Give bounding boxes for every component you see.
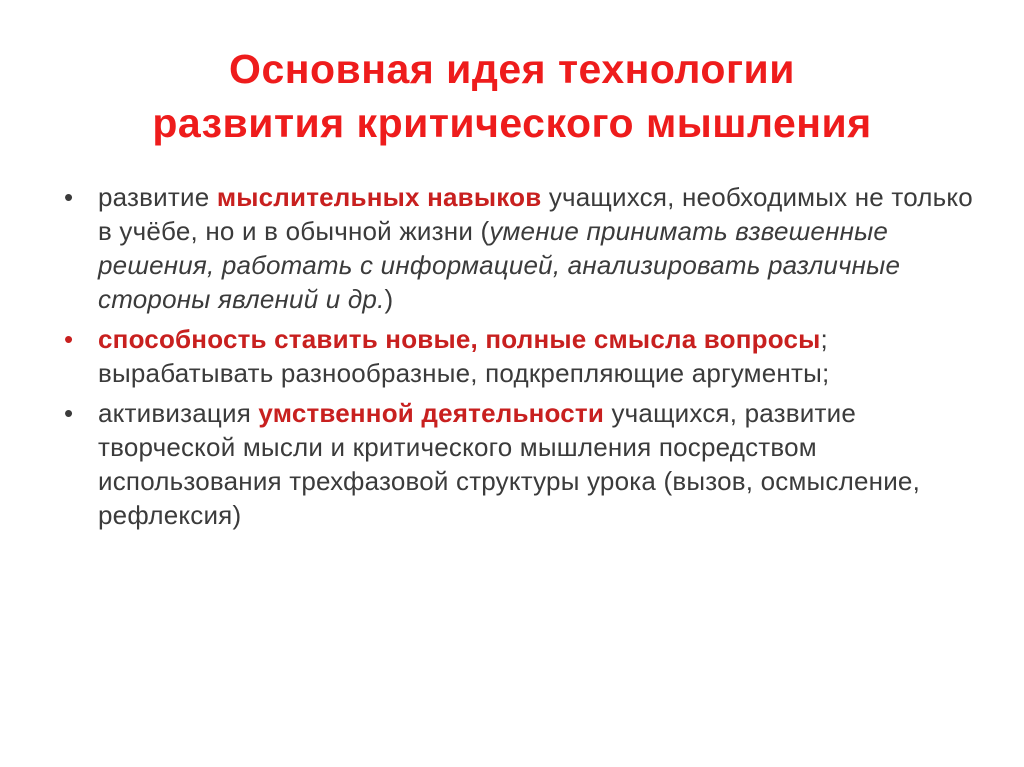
bullet-text: ; вырабатывать разнообразные, подкрепляющие аргументы; [98, 324, 830, 388]
bullet-text: развитие [98, 182, 217, 212]
bullet-text: учащихся, необходимых не только в учёбе, но и в обычной жизни ( [98, 182, 973, 246]
bullet-highlight: мыслительных навыков [216, 182, 542, 212]
slide-title-line-2: развития критического мышления [152, 100, 872, 146]
bullet-text: активизация [98, 398, 259, 428]
bullet-marker: • [64, 182, 74, 212]
bullet-italic-note: умение принимать взвешенные решения, работать с информацией, анализировать различные стороны явлений и др. [98, 216, 901, 314]
bullet-item-thinking-skills [62, 180, 992, 316]
bullet-highlight: способность ставить новые, полные смысла вопросы [98, 324, 821, 354]
slide-title [20, 42, 1004, 150]
bullet-text: ) [384, 284, 394, 314]
bullet-highlight: умственной деятельности [258, 398, 605, 428]
bullet-marker: • [64, 398, 74, 428]
bullet-item-asking-questions [62, 322, 992, 390]
bullet-marker: • [64, 324, 74, 354]
bullet-text: учащихся, развитие творческой мысли и критического мышления посредством использования трехфазовой структуры урока (вызов, осмысление, рефлексия) [98, 398, 921, 530]
bullet-list [62, 180, 992, 538]
slide-title-line-1: Основная идея технологии [229, 46, 795, 92]
bullet-item-mental-activity [62, 396, 992, 532]
